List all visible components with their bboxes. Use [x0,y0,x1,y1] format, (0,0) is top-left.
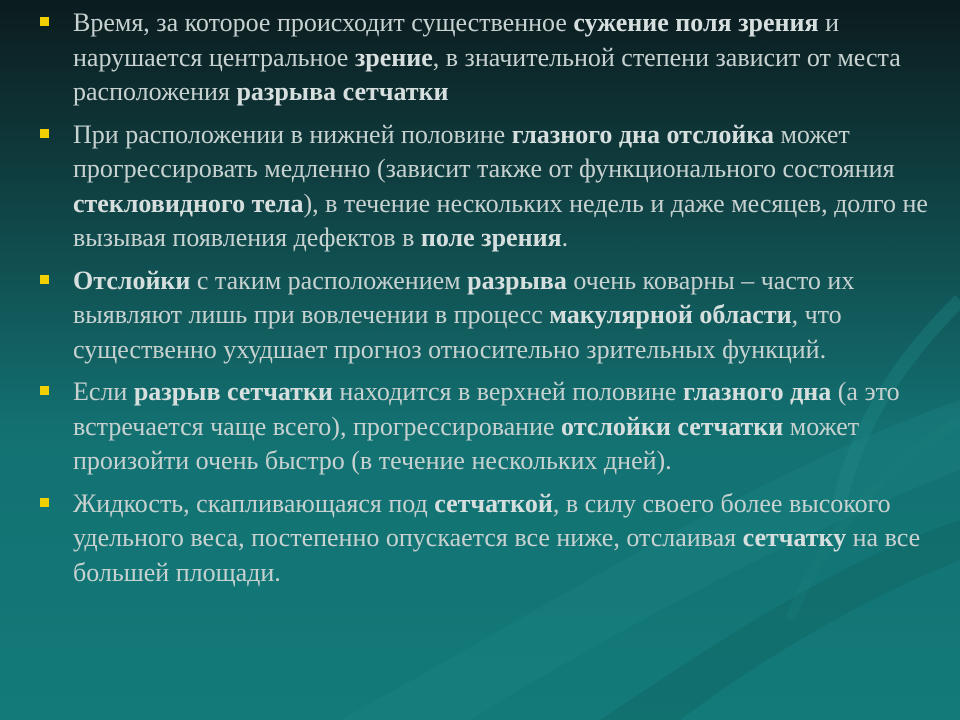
text-run: может прогрессировать медленно (зависит также от функционального состояния [73,119,895,183]
bold-term: отслойки сетчатки [561,411,784,441]
text-run: Время, за которое происходит существенное [73,8,574,37]
bullet-text [73,487,948,591]
text-run: (а это встречается чаще всего), прогрессирование [73,377,900,441]
bullet-item [36,487,948,591]
text-run: Если [73,377,134,406]
text-run: ), в течение нескольких недель и даже месяцев, долго не вызывая появления дефектов в [73,188,928,252]
bold-term: макулярной области [549,300,792,329]
bullet-text [73,264,948,368]
text-run: с таким расположением [190,265,468,295]
bold-term: зрение [354,42,433,72]
text-run: , в силу своего более высокого удельного веса, постепенно опускается все ниже, отслаивая [73,488,891,552]
text-run: на все большей площади. [73,523,921,587]
text-run: и нарушается центральное [73,8,839,72]
text-run: находится в верхней половине [332,377,683,406]
bullet-item [36,264,948,368]
bold-term: разрыв сетчатки [133,377,333,406]
slide-body [36,6,948,598]
bullet-text [73,6,948,110]
text-run: очень коварны – часто их выявляют лишь при вовлечении в процесс [73,265,855,329]
text-run: . [561,223,569,252]
bold-term: разрыва сетчатки [236,77,449,106]
bold-term: Отслойки [73,265,191,295]
bullet-item [36,6,948,110]
square-bullet-icon [40,275,49,284]
bold-term: сужение поля зрения [573,8,819,37]
square-bullet-icon [40,129,49,138]
text-run: может произойти очень быстро (в течение нескольких дней). [73,411,860,475]
bullet-list [36,6,948,590]
bullet-text [73,375,948,479]
text-run: , что существенно ухудшает прогноз относительно зрительных функций. [73,300,842,364]
bold-term: сетчаткой [434,488,553,518]
bullet-item [36,375,948,479]
bold-term: разрыва [467,265,567,295]
bold-term: стекловидного тела [73,188,304,218]
square-bullet-icon [40,498,49,507]
text-run: Жидкость, скапливающаяся под [73,488,435,518]
bold-term: сетчатку [742,523,847,552]
bullet-text [73,118,948,256]
bold-term: глазного дна [682,377,832,406]
bullet-item [36,118,948,256]
bold-term: глазного дна отслойка [511,119,774,149]
text-run: , в значительной степени зависит от места расположения [73,42,901,106]
square-bullet-icon [40,386,49,395]
bold-term: поле зрения [420,223,562,252]
text-run: При расположении в нижней половине [73,119,512,149]
square-bullet-icon [40,17,49,26]
